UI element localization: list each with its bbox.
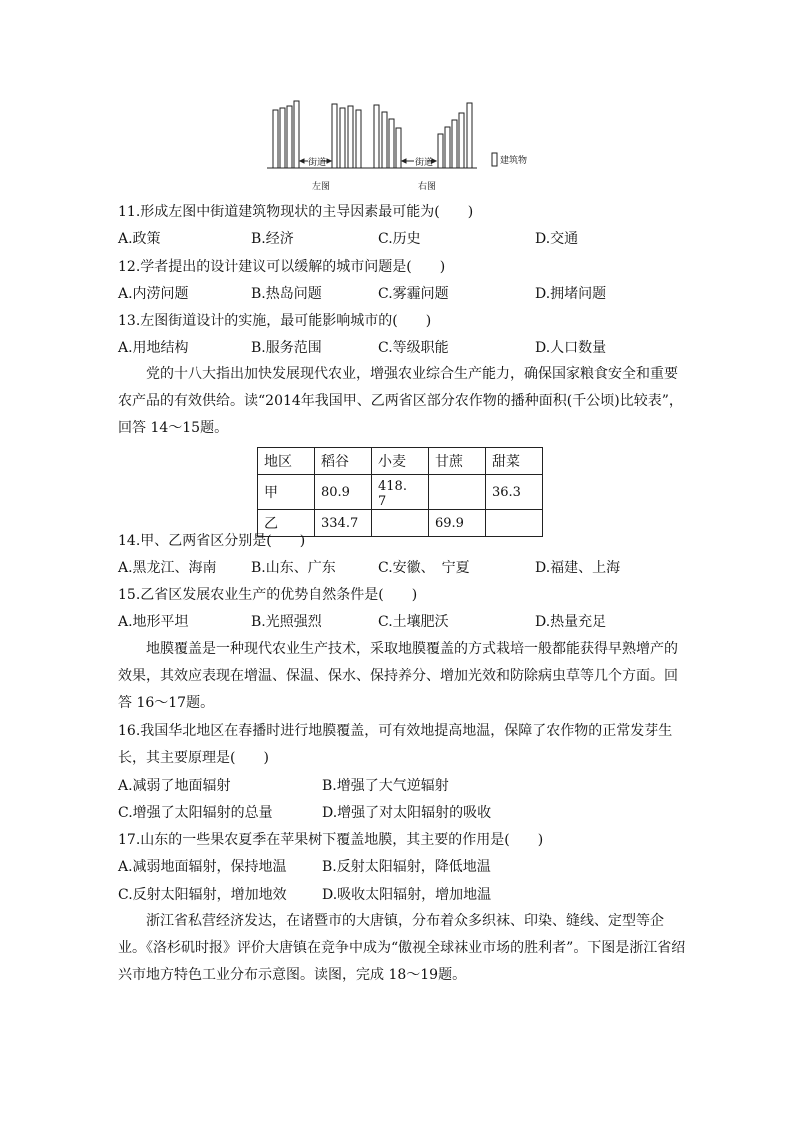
building [340,108,345,168]
building [445,127,450,168]
building [389,119,394,168]
table-cell [429,475,486,510]
q11-option-b[interactable]: B.经济 [251,231,294,247]
table-cell: 甲 [258,475,315,510]
crop-area-table [257,447,543,537]
table-header-cell: 地区 [258,448,315,475]
table-cell: 418. 7 [372,475,429,510]
building [294,101,299,168]
table-header-cell: 稻谷 [315,448,372,475]
q14-option-b[interactable]: B.山东、广东 [251,560,336,576]
table-cell: 乙 [258,510,315,537]
table-header-row [258,448,543,475]
q17-option-d[interactable]: D.吸收太阳辐射，增加地温 [322,887,492,903]
q16-option-a[interactable]: A.减弱了地面辐射 [118,778,231,794]
question-14-stem: 14.甲、乙两省区分别是( ) [118,533,306,549]
q15-option-a[interactable]: A.地形平坦 [118,614,189,630]
building [396,128,401,168]
q12-option-b[interactable]: B.热岛问题 [251,286,322,302]
q15-option-d[interactable]: D.热量充足 [535,614,607,630]
table-cell: 69.9 [429,510,486,537]
building [382,112,387,168]
caption-left: 左图 [312,182,331,192]
building [287,106,292,168]
q13-option-b[interactable]: B.服务范围 [251,340,322,356]
q13-option-a[interactable]: A.用地结构 [118,340,189,356]
building [467,103,472,168]
building [438,134,443,168]
q11-option-d[interactable]: D.交通 [535,231,579,247]
question-11-stem: 11.形成左图中街道建筑物现状的主导因素最可能为( ) [118,204,474,220]
legend-label: 建筑物 [500,156,528,166]
table-cell: 36.3 [486,475,543,510]
table-row [258,475,543,510]
building [356,110,361,168]
q16-option-c[interactable]: C.增强了太阳辐射的总量 [118,805,273,821]
q14-option-c[interactable]: C.安徽、 宁夏 [378,560,470,576]
q17-option-c[interactable]: C.反射太阳辐射，增加地效 [118,887,287,903]
table-cell [372,510,429,537]
passage-1-text: 党的十八大指出加快发展现代农业，增强农业综合生产能力，确保国家粮食安全和重要农产品的有效供给。读“2014年我国甲、乙两省区部分农作物的播种面积(千公顷)比较表”，回答 14～15题。 [118,366,683,436]
q12-option-d[interactable]: D.拥堵问题 [535,286,607,302]
table-cell [486,510,543,537]
question-16-stem: 16.我国华北地区在春播时进行地膜覆盖，可有效地提高地温，保障了农作物的正常发芽生长，其主要原理是( ) [118,723,673,766]
q15-option-c[interactable]: C.土壤肥沃 [378,614,449,630]
passage-2 [118,636,686,717]
q13-option-c[interactable]: C.等级职能 [378,340,449,356]
street-label-left: 街道 [308,158,327,168]
question-15-stem: 15.乙省区发展农业生产的优势自然条件是( ) [118,587,418,603]
q11-option-a[interactable]: A.政策 [118,231,161,247]
question-12-stem: 12.学者提出的设计建议可以缓解的城市问题是( ) [118,259,446,275]
building [348,106,353,168]
legend-building-swatch [492,153,497,166]
building [459,113,464,168]
caption-right: 右图 [418,182,437,192]
passage-3 [118,908,690,989]
building [332,104,337,168]
q14-option-a[interactable]: A.黑龙江、海南 [118,560,217,576]
q14-option-d[interactable]: D.福建、上海 [535,560,621,576]
q16-option-d[interactable]: D.增强了对太阳辐射的吸收 [322,805,492,821]
building [280,108,285,168]
building [273,110,278,168]
passage-3-text: 浙江省私营经济发达，在诸暨市的大唐镇，分布着众多织袜、印染、缝线、定型等企业。《洛杉矶时报》评价大唐镇在竞争中成为“傲视全球袜业市场的胜利者”。下图是浙江省绍兴市地方特色工业分布示意图。读图，完成 18～19题。 [118,913,686,983]
table-header-cell: 甘蔗 [429,448,486,475]
table-header-cell: 小麦 [372,448,429,475]
q17-option-b[interactable]: B.反射太阳辐射，降低地温 [322,859,491,875]
street-buildings-figure [262,98,542,198]
q17-option-a[interactable]: A.减弱地面辐射，保持地温 [118,859,287,875]
building [374,105,379,168]
passage-1 [118,361,686,442]
q16-option-b[interactable]: B.增强了大气逆辐射 [322,778,449,794]
question-13-stem: 13.左图街道设计的实施，最可能影响城市的( ) [118,313,432,329]
q12-option-c[interactable]: C.雾霾问题 [378,286,449,302]
table-cell: 80.9 [315,475,372,510]
q15-option-b[interactable]: B.光照强烈 [251,614,322,630]
passage-2-text: 地膜覆盖是一种现代农业生产技术，采取地膜覆盖的方式栽培一般都能获得早熟增产的效果，其效应表现在增温、保温、保水、保持养分、增加光效和防除病虫草等几个方面。回答 16～17题。 [118,641,678,711]
table-cell: 334.7 [315,510,372,537]
q11-option-c[interactable]: C.历史 [378,231,421,247]
question-17-stem: 17.山东的一些果农夏季在苹果树下覆盖地膜，其主要的作用是( ) [118,832,544,848]
street-label-right: 街道 [415,158,434,168]
building [452,120,457,168]
q13-option-d[interactable]: D.人口数量 [535,340,607,356]
table-header-cell: 甜菜 [486,448,543,475]
q12-option-a[interactable]: A.内涝问题 [118,286,189,302]
